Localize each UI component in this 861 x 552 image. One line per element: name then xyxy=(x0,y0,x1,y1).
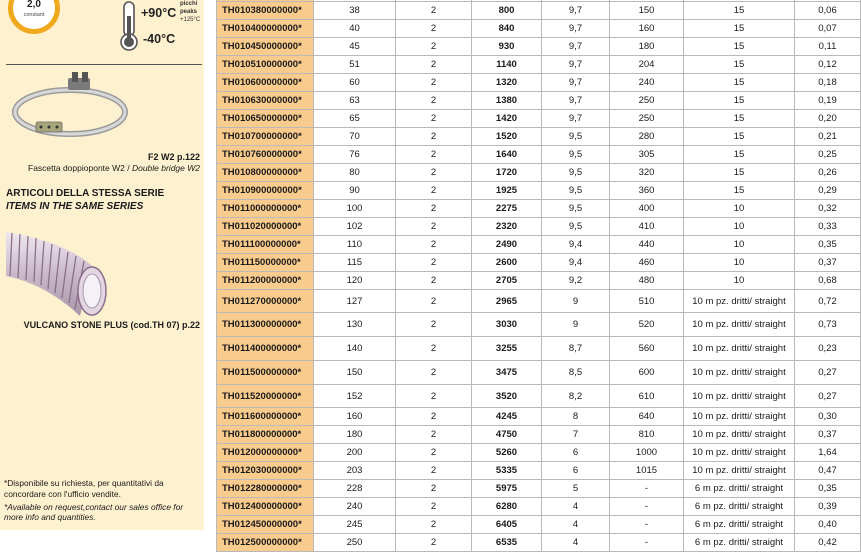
length: 15 xyxy=(684,146,795,164)
accessory-description xyxy=(28,163,200,173)
inner-diameter: 102 xyxy=(314,218,396,236)
clamp-image xyxy=(8,72,148,152)
weight: 9,5 xyxy=(542,182,610,200)
thickness: 2 xyxy=(396,426,472,444)
length: 10 m pz. dritti/ straight xyxy=(684,313,795,337)
length: 10 xyxy=(684,236,795,254)
badge-bottom-label: constant xyxy=(23,12,45,18)
weight: 9,4 xyxy=(542,254,610,272)
product-code: TH010510000000* xyxy=(217,56,314,74)
length: 10 m pz. dritti/ straight xyxy=(684,444,795,462)
length: 15 xyxy=(684,92,795,110)
pressure-value: 2490 xyxy=(472,236,542,254)
bend-radius: 440 xyxy=(610,236,684,254)
weight: 9,4 xyxy=(542,236,610,254)
pressure-value: 5335 xyxy=(472,462,542,480)
bend-radius: 480 xyxy=(610,272,684,290)
inner-diameter: 150 xyxy=(314,361,396,385)
length: 10 xyxy=(684,218,795,236)
peak-temperature xyxy=(180,0,200,24)
thickness: 2 xyxy=(396,236,472,254)
length: 10 xyxy=(684,272,795,290)
bend-radius: - xyxy=(610,516,684,534)
weight: 4 xyxy=(542,498,610,516)
weight: 9,5 xyxy=(542,218,610,236)
inner-diameter: 76 xyxy=(314,146,396,164)
inner-diameter: 180 xyxy=(314,426,396,444)
product-code: TH010800000000* xyxy=(217,164,314,182)
inner-diameter: 90 xyxy=(314,182,396,200)
weight: 9,5 xyxy=(542,146,610,164)
thickness: 2 xyxy=(396,110,472,128)
bend-radius: 600 xyxy=(610,361,684,385)
availability-note: *Disponibile su richiesta, per quantitativi da concordare con l'ufficio vendite. xyxy=(4,478,164,499)
inner-diameter: 51 xyxy=(314,56,396,74)
thickness: 2 xyxy=(396,128,472,146)
weight: 6 xyxy=(542,462,610,480)
thickness: 2 xyxy=(396,480,472,498)
product-code: TH011800000000* xyxy=(217,426,314,444)
table-row xyxy=(217,290,861,313)
length: 10 m pz. dritti/ straight xyxy=(684,408,795,426)
pressure-value: 3475 xyxy=(472,361,542,385)
product-code: TH010650000000* xyxy=(217,110,314,128)
length: 10 m pz. dritti/ straight xyxy=(684,290,795,313)
pressure-value: 4750 xyxy=(472,426,542,444)
thickness: 2 xyxy=(396,164,472,182)
pressure-value: 5260 xyxy=(472,444,542,462)
thickness: 2 xyxy=(396,516,472,534)
thickness: 2 xyxy=(396,290,472,313)
product-code: TH012450000000* xyxy=(217,516,314,534)
rate: 0,47 xyxy=(795,462,861,480)
bend-radius: 640 xyxy=(610,408,684,426)
inner-diameter: 40 xyxy=(314,20,396,38)
inner-diameter: 240 xyxy=(314,498,396,516)
bend-radius: 510 xyxy=(610,290,684,313)
weight: 6 xyxy=(542,444,610,462)
table-row xyxy=(217,516,861,534)
bend-radius: 400 xyxy=(610,200,684,218)
product-code: TH011100000000* xyxy=(217,236,314,254)
inner-diameter: 228 xyxy=(314,480,396,498)
rate: 0,11 xyxy=(795,38,861,56)
pressure-value: 2320 xyxy=(472,218,542,236)
product-code: TH011150000000* xyxy=(217,254,314,272)
product-code: TH010700000000* xyxy=(217,128,314,146)
thickness: 2 xyxy=(396,200,472,218)
peaks-label-en: peaks xyxy=(180,9,198,15)
length: 15 xyxy=(684,182,795,200)
pressure-value: 1320 xyxy=(472,74,542,92)
thickness: 2 xyxy=(396,2,472,20)
inner-diameter: 245 xyxy=(314,516,396,534)
bend-radius: 520 xyxy=(610,313,684,337)
inner-diameter: 250 xyxy=(314,534,396,552)
bend-radius: 180 xyxy=(610,38,684,56)
product-code: TH011500000000* xyxy=(217,361,314,385)
product-table xyxy=(216,0,861,552)
product-code: TH011400000000* xyxy=(217,337,314,361)
inner-diameter: 110 xyxy=(314,236,396,254)
product-code: TH010450000000* xyxy=(217,38,314,56)
weight: 9,5 xyxy=(542,164,610,182)
inner-diameter: 130 xyxy=(314,313,396,337)
product-code: TH010380000000* xyxy=(217,2,314,20)
length: 6 m pz. dritti/ straight xyxy=(684,498,795,516)
thickness: 2 xyxy=(396,20,472,38)
rate: 0,27 xyxy=(795,385,861,408)
rate: 0,72 xyxy=(795,290,861,313)
pressure-value: 1140 xyxy=(472,56,542,74)
pressure-value: 6535 xyxy=(472,534,542,552)
rate: 0,68 xyxy=(795,272,861,290)
thickness: 2 xyxy=(396,146,472,164)
weight: 5 xyxy=(542,480,610,498)
bend-radius: 150 xyxy=(610,2,684,20)
bend-radius: 1000 xyxy=(610,444,684,462)
table-row xyxy=(217,20,861,38)
inner-diameter: 65 xyxy=(314,110,396,128)
product-code: TH011000000000* xyxy=(217,200,314,218)
bend-radius: 560 xyxy=(610,337,684,361)
rate: 0,25 xyxy=(795,146,861,164)
weight: 8,2 xyxy=(542,385,610,408)
rate: 0,40 xyxy=(795,516,861,534)
thickness: 2 xyxy=(396,218,472,236)
bend-radius: 160 xyxy=(610,20,684,38)
rate: 0,37 xyxy=(795,426,861,444)
pressure-value: 2965 xyxy=(472,290,542,313)
product-code: TH011200000000* xyxy=(217,272,314,290)
table-row xyxy=(217,92,861,110)
pressure-value: 930 xyxy=(472,38,542,56)
rate: 0,29 xyxy=(795,182,861,200)
rate: 0,23 xyxy=(795,337,861,361)
thickness: 2 xyxy=(396,254,472,272)
thermometer-icon xyxy=(116,0,144,52)
product-code: TH012280000000* xyxy=(217,480,314,498)
thickness: 2 xyxy=(396,444,472,462)
availability-note-en: *Available on request,contact our sales office for more info and quantities. xyxy=(4,502,184,522)
weight: 9,7 xyxy=(542,92,610,110)
table-row xyxy=(217,38,861,56)
table-row xyxy=(217,534,861,552)
badge-value: 2,0 xyxy=(27,0,41,10)
table-row xyxy=(217,236,861,254)
weight: 9,7 xyxy=(542,38,610,56)
bend-radius: 305 xyxy=(610,146,684,164)
pressure-value: 2275 xyxy=(472,200,542,218)
bend-radius: - xyxy=(610,498,684,516)
length: 10 m pz. dritti/ straight xyxy=(684,426,795,444)
weight: 8,5 xyxy=(542,361,610,385)
series-reference: VULCANO STONE PLUS (cod.TH 07) p.22 xyxy=(23,320,200,330)
rate: 0,06 xyxy=(795,2,861,20)
length: 15 xyxy=(684,164,795,182)
length: 15 xyxy=(684,128,795,146)
product-code: TH011600000000* xyxy=(217,408,314,426)
inner-diameter: 38 xyxy=(314,2,396,20)
bend-radius: 320 xyxy=(610,164,684,182)
table-row xyxy=(217,128,861,146)
accessory-desc-en: Double bridge W2 xyxy=(131,163,200,173)
table-row xyxy=(217,2,861,20)
pressure-value: 2600 xyxy=(472,254,542,272)
product-code: TH010760000000* xyxy=(217,146,314,164)
pressure-value: 840 xyxy=(472,20,542,38)
length: 15 xyxy=(684,38,795,56)
inner-diameter: 127 xyxy=(314,290,396,313)
table-row xyxy=(217,164,861,182)
length: 10 m pz. dritti/ straight xyxy=(684,385,795,408)
rate: 0,12 xyxy=(795,56,861,74)
max-temperature: +90°C xyxy=(141,6,177,20)
pressure-value: 1380 xyxy=(472,92,542,110)
rate: 0,07 xyxy=(795,20,861,38)
table-row xyxy=(217,337,861,361)
pressure-value: 6405 xyxy=(472,516,542,534)
weight: 9,5 xyxy=(542,128,610,146)
pressure-value: 5975 xyxy=(472,480,542,498)
weight: 9,5 xyxy=(542,200,610,218)
peaks-label: picchi xyxy=(180,1,198,7)
weight: 8,7 xyxy=(542,337,610,361)
weight: 7 xyxy=(542,426,610,444)
series-title: ARTICOLI DELLA STESSA SERIE xyxy=(6,188,165,199)
product-code: TH012400000000* xyxy=(217,498,314,516)
rate: 0,33 xyxy=(795,218,861,236)
inner-diameter: 60 xyxy=(314,74,396,92)
inner-diameter: 70 xyxy=(314,128,396,146)
pressure-value: 4245 xyxy=(472,408,542,426)
table-row xyxy=(217,272,861,290)
pressure-value: 1925 xyxy=(472,182,542,200)
length: 15 xyxy=(684,56,795,74)
product-table-container xyxy=(216,0,860,548)
weight: 9 xyxy=(542,290,610,313)
rate: 0,30 xyxy=(795,408,861,426)
table-row xyxy=(217,200,861,218)
rate: 0,21 xyxy=(795,128,861,146)
length: 6 m pz. dritti/ straight xyxy=(684,480,795,498)
min-temperature: -40°C xyxy=(143,32,176,46)
weight: 9,7 xyxy=(542,20,610,38)
weight: 9 xyxy=(542,313,610,337)
safety-factor-badge xyxy=(8,0,60,34)
thickness: 2 xyxy=(396,92,472,110)
length: 10 m pz. dritti/ straight xyxy=(684,462,795,480)
bend-radius: - xyxy=(610,480,684,498)
product-code: TH012000000000* xyxy=(217,444,314,462)
pressure-value: 3255 xyxy=(472,337,542,361)
table-row xyxy=(217,254,861,272)
product-code: TH011300000000* xyxy=(217,313,314,337)
bend-radius: - xyxy=(610,534,684,552)
pressure-value: 6280 xyxy=(472,498,542,516)
thickness: 2 xyxy=(396,182,472,200)
series-title-en: ITEMS IN THE SAME SERIES xyxy=(6,201,144,212)
hose-image xyxy=(6,224,112,316)
pressure-value: 3520 xyxy=(472,385,542,408)
bend-radius: 204 xyxy=(610,56,684,74)
table-row xyxy=(217,498,861,516)
length: 15 xyxy=(684,74,795,92)
rate: 0,39 xyxy=(795,498,861,516)
length: 10 m pz. dritti/ straight xyxy=(684,337,795,361)
length: 6 m pz. dritti/ straight xyxy=(684,534,795,552)
length: 10 xyxy=(684,200,795,218)
peaks-value: +125°C xyxy=(180,17,201,23)
rate: 0,26 xyxy=(795,164,861,182)
length: 15 xyxy=(684,2,795,20)
pressure-value: 1520 xyxy=(472,128,542,146)
thickness: 2 xyxy=(396,462,472,480)
product-code: TH010630000000* xyxy=(217,92,314,110)
length: 15 xyxy=(684,20,795,38)
weight: 9,7 xyxy=(542,74,610,92)
inner-diameter: 140 xyxy=(314,337,396,361)
bend-radius: 810 xyxy=(610,426,684,444)
bend-radius: 460 xyxy=(610,254,684,272)
accessory-desc-it: Fascetta doppioponte W2 / xyxy=(28,163,132,173)
table-row xyxy=(217,385,861,408)
product-code: TH010900000000* xyxy=(217,182,314,200)
table-row xyxy=(217,182,861,200)
table-row xyxy=(217,218,861,236)
inner-diameter: 63 xyxy=(314,92,396,110)
length: 10 xyxy=(684,254,795,272)
thickness: 2 xyxy=(396,498,472,516)
weight: 4 xyxy=(542,534,610,552)
product-code: TH011270000000* xyxy=(217,290,314,313)
product-code: TH012500000000* xyxy=(217,534,314,552)
weight: 9,7 xyxy=(542,2,610,20)
table-row xyxy=(217,146,861,164)
thickness: 2 xyxy=(396,56,472,74)
table-row xyxy=(217,74,861,92)
length: 10 m pz. dritti/ straight xyxy=(684,361,795,385)
table-row xyxy=(217,462,861,480)
thickness: 2 xyxy=(396,361,472,385)
rate: 0,20 xyxy=(795,110,861,128)
inner-diameter: 152 xyxy=(314,385,396,408)
inner-diameter: 100 xyxy=(314,200,396,218)
length: 15 xyxy=(684,110,795,128)
table-row xyxy=(217,56,861,74)
table-row xyxy=(217,426,861,444)
thickness: 2 xyxy=(396,272,472,290)
rate: 0,35 xyxy=(795,480,861,498)
weight: 9,7 xyxy=(542,110,610,128)
table-row xyxy=(217,444,861,462)
table-row xyxy=(217,480,861,498)
rate: 0,42 xyxy=(795,534,861,552)
thickness: 2 xyxy=(396,534,472,552)
sidebar xyxy=(0,0,204,530)
length: 6 m pz. dritti/ straight xyxy=(684,516,795,534)
bend-radius: 410 xyxy=(610,218,684,236)
pressure-value: 2705 xyxy=(472,272,542,290)
product-code: TH010600000000* xyxy=(217,74,314,92)
thickness: 2 xyxy=(396,313,472,337)
table-row xyxy=(217,110,861,128)
thickness: 2 xyxy=(396,38,472,56)
rate: 0,73 xyxy=(795,313,861,337)
pressure-value: 1720 xyxy=(472,164,542,182)
rate: 0,27 xyxy=(795,361,861,385)
bend-radius: 250 xyxy=(610,92,684,110)
weight: 8 xyxy=(542,408,610,426)
rate: 0,35 xyxy=(795,236,861,254)
divider xyxy=(6,64,202,65)
product-code: TH012030000000* xyxy=(217,462,314,480)
rate: 0,19 xyxy=(795,92,861,110)
bend-radius: 610 xyxy=(610,385,684,408)
pressure-value: 3030 xyxy=(472,313,542,337)
accessory-reference: F2 W2 p.122 xyxy=(147,152,200,162)
weight: 4 xyxy=(542,516,610,534)
bend-radius: 250 xyxy=(610,110,684,128)
pressure-value: 1640 xyxy=(472,146,542,164)
inner-diameter: 115 xyxy=(314,254,396,272)
pressure-value: 800 xyxy=(472,2,542,20)
weight: 9,7 xyxy=(542,56,610,74)
bend-radius: 360 xyxy=(610,182,684,200)
pressure-value: 1420 xyxy=(472,110,542,128)
product-code: TH011020000000* xyxy=(217,218,314,236)
inner-diameter: 45 xyxy=(314,38,396,56)
thickness: 2 xyxy=(396,74,472,92)
inner-diameter: 120 xyxy=(314,272,396,290)
inner-diameter: 80 xyxy=(314,164,396,182)
inner-diameter: 203 xyxy=(314,462,396,480)
rate: 0,18 xyxy=(795,74,861,92)
bend-radius: 280 xyxy=(610,128,684,146)
table-row xyxy=(217,408,861,426)
bend-radius: 240 xyxy=(610,74,684,92)
thickness: 2 xyxy=(396,337,472,361)
rate: 1,64 xyxy=(795,444,861,462)
weight: 9,2 xyxy=(542,272,610,290)
inner-diameter: 200 xyxy=(314,444,396,462)
thickness: 2 xyxy=(396,385,472,408)
rate: 0,37 xyxy=(795,254,861,272)
product-code: TH010400000000* xyxy=(217,20,314,38)
thickness: 2 xyxy=(396,408,472,426)
rate: 0,32 xyxy=(795,200,861,218)
product-code: TH011520000000* xyxy=(217,385,314,408)
bend-radius: 1015 xyxy=(610,462,684,480)
inner-diameter: 160 xyxy=(314,408,396,426)
table-row xyxy=(217,313,861,337)
table-row xyxy=(217,361,861,385)
